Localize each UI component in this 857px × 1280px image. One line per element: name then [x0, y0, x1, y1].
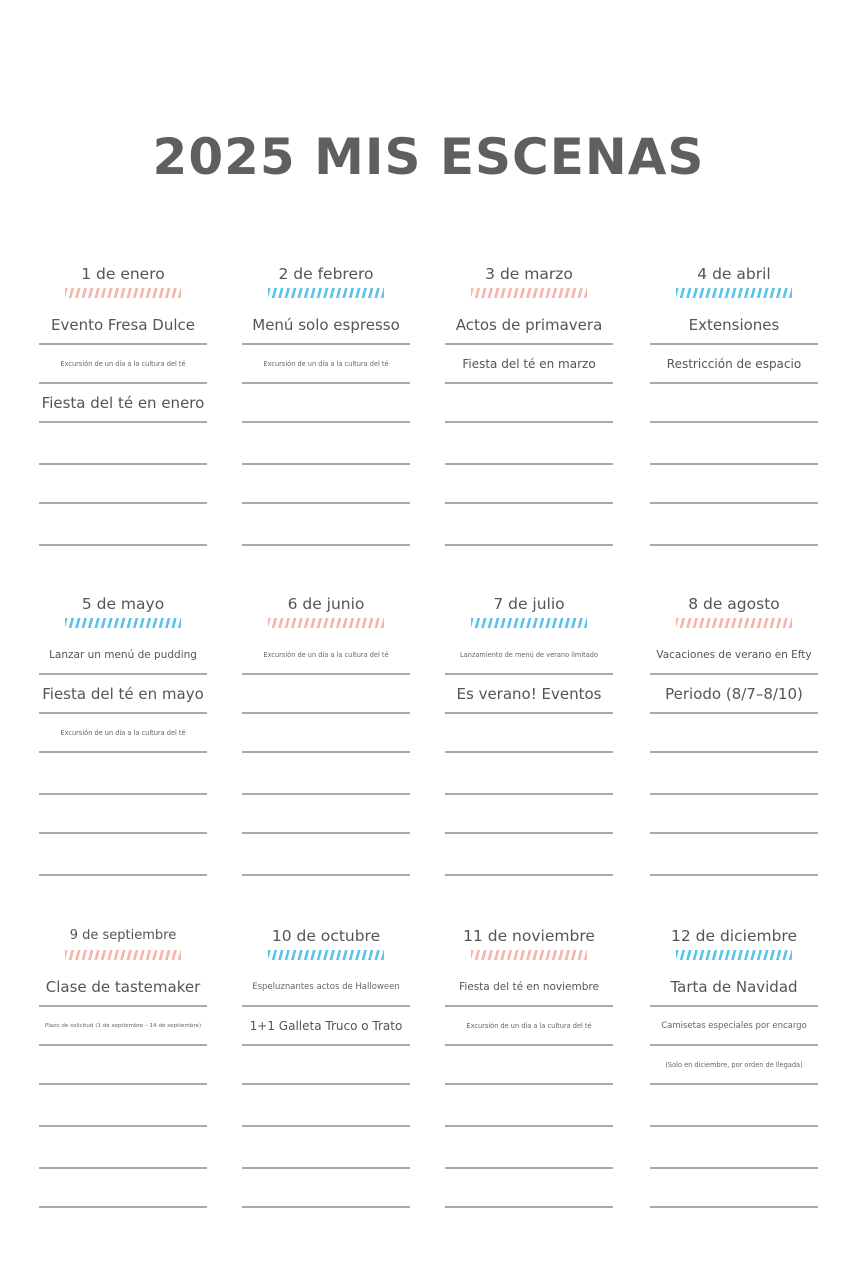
note-line: Excursión de un día a la cultura del té: [39, 345, 207, 384]
note-line: [39, 423, 207, 465]
hatch-decoration: [676, 288, 792, 298]
note-line: [445, 714, 613, 753]
note-line: [445, 465, 613, 504]
hatch-decoration: [268, 950, 384, 960]
note-line: [445, 1046, 613, 1085]
month-february: [242, 264, 410, 546]
note-line: [39, 504, 207, 546]
note-line: [445, 423, 613, 465]
note-line: [445, 504, 613, 546]
month-may: [39, 594, 207, 876]
note-line: [242, 714, 410, 753]
month-title: 12 de diciembre: [671, 927, 797, 945]
note-line: [445, 795, 613, 834]
note-line: Espeluznantes actos de Halloween: [242, 968, 410, 1007]
month-title: 11 de noviembre: [463, 927, 595, 945]
note-line: Excursión de un día a la cultura del té: [242, 636, 410, 675]
note-line: Lanzamiento de menú de verano limitado: [445, 636, 613, 675]
note-line: Clase de tastemaker: [39, 968, 207, 1007]
month-title: 9 de septiembre: [69, 928, 177, 943]
month-march: [445, 264, 613, 546]
month-april: [650, 264, 818, 546]
month-october: [242, 926, 410, 1208]
note-line: [650, 465, 818, 504]
note-line: [39, 795, 207, 834]
month-december: [650, 926, 818, 1208]
note-line: [242, 1127, 410, 1169]
hatch-decoration: [471, 950, 587, 960]
hatch-decoration: [471, 288, 587, 298]
note-line: [650, 753, 818, 795]
note-line: Tarta de Navidad: [650, 968, 818, 1007]
note-line: Menú solo espresso: [242, 306, 410, 345]
month-title: 3 de marzo: [485, 265, 573, 283]
note-line: [242, 423, 410, 465]
month-title: 2 de febrero: [278, 265, 374, 283]
note-line: [39, 465, 207, 504]
hatch-decoration: [268, 288, 384, 298]
note-line: Fiesta del té en marzo: [445, 345, 613, 384]
note-line: Excursión de un día a la cultura del té: [242, 345, 410, 384]
note-line: [650, 504, 818, 546]
note-line: 1+1 Galleta Truco o Trato: [242, 1007, 410, 1046]
month-title: 8 de agosto: [688, 595, 780, 613]
note-line: Evento Fresa Dulce: [39, 306, 207, 345]
note-line: Excursión de un día a la cultura del té: [445, 1007, 613, 1046]
month-january: [39, 264, 207, 546]
note-line: [242, 465, 410, 504]
hatch-decoration: [268, 618, 384, 628]
note-line: [39, 753, 207, 795]
note-line: [650, 714, 818, 753]
note-line: [242, 384, 410, 423]
note-line: Lanzar un menú de pudding: [39, 636, 207, 675]
note-line: [445, 384, 613, 423]
note-line: [650, 1127, 818, 1169]
note-line: (Solo en diciembre, por orden de llegada): [650, 1046, 818, 1085]
month-title: 10 de octubre: [271, 927, 381, 945]
note-line: [242, 1046, 410, 1085]
note-line: [650, 423, 818, 465]
note-line: [242, 1169, 410, 1208]
note-line: [39, 1085, 207, 1127]
note-line: [39, 834, 207, 876]
note-line: Fiesta del té en enero: [39, 384, 207, 423]
hatch-decoration: [471, 618, 587, 628]
hatch-decoration: [676, 950, 792, 960]
hatch-decoration: [65, 950, 181, 960]
note-line: [650, 384, 818, 423]
note-line: Camisetas especiales por encargo: [650, 1007, 818, 1046]
note-line: [650, 795, 818, 834]
note-line: Vacaciones de verano en Efty: [650, 636, 818, 675]
note-line: [445, 1169, 613, 1208]
hatch-decoration: [65, 618, 181, 628]
note-line: Restricción de espacio: [650, 345, 818, 384]
note-line: Extensiones: [650, 306, 818, 345]
note-line: [242, 675, 410, 714]
note-line: Es verano! Eventos: [445, 675, 613, 714]
note-line: [445, 1127, 613, 1169]
month-title: 5 de mayo: [81, 595, 165, 613]
note-line: [242, 834, 410, 876]
note-line: [650, 834, 818, 876]
note-line: [39, 1127, 207, 1169]
hatch-decoration: [676, 618, 792, 628]
note-line: Fiesta del té en noviembre: [445, 968, 613, 1007]
page-title: 2025 MIS ESCENAS: [152, 128, 705, 186]
note-line: [445, 834, 613, 876]
note-line: [242, 753, 410, 795]
note-line: Fiesta del té en mayo: [39, 675, 207, 714]
note-line: [242, 1085, 410, 1127]
note-line: [445, 1085, 613, 1127]
note-line: Actos de primavera: [445, 306, 613, 345]
month-july: [445, 594, 613, 876]
note-line: [650, 1085, 818, 1127]
note-line: [650, 1169, 818, 1208]
note-line: [242, 504, 410, 546]
month-title: 4 de abril: [697, 265, 771, 283]
month-title: 1 de enero: [81, 265, 165, 283]
note-line: Periodo (8/7–8/10): [650, 675, 818, 714]
hatch-decoration: [65, 288, 181, 298]
month-title: 6 de junio: [287, 595, 365, 613]
month-september: [39, 926, 207, 1208]
note-line: [445, 753, 613, 795]
note-line: [39, 1169, 207, 1208]
month-november: [445, 926, 613, 1208]
month-august: [650, 594, 818, 876]
note-line: [242, 795, 410, 834]
note-line: Plazo de solicitud (1 de septiembre – 14 de septiembre): [39, 1007, 207, 1046]
month-june: [242, 594, 410, 876]
note-line: [39, 1046, 207, 1085]
note-line: Excursión de un día a la cultura del té: [39, 714, 207, 753]
month-title: 7 de julio: [493, 595, 565, 613]
